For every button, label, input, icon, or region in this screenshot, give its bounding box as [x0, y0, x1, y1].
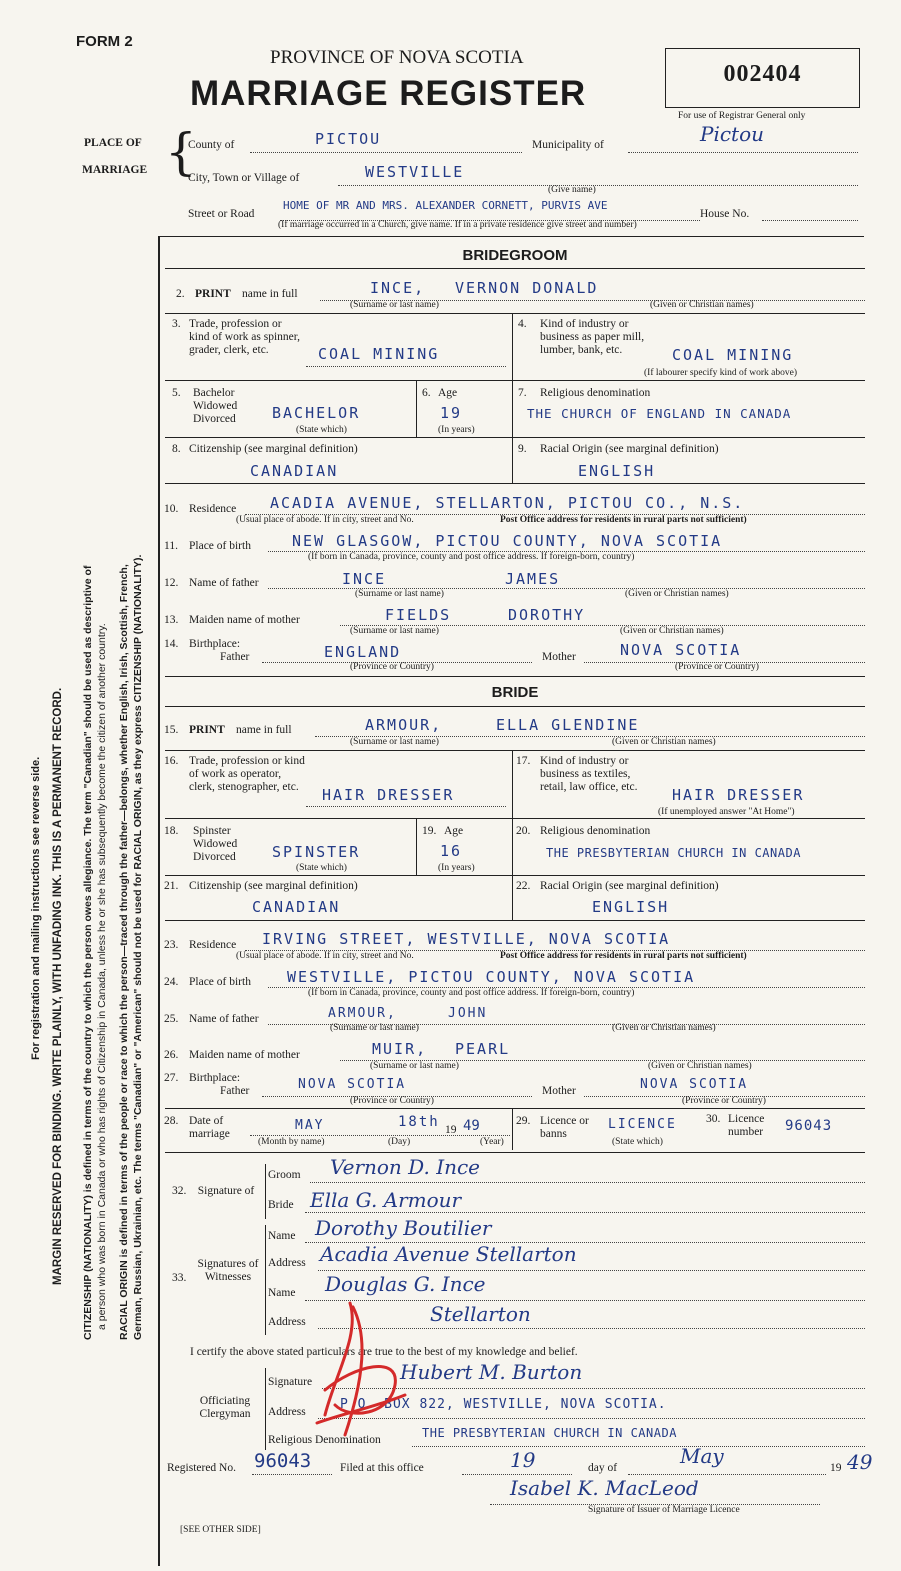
groom-religion-label: Religious denomination: [540, 387, 651, 399]
bride-bp-mother-note: (Province or Country): [682, 1096, 766, 1106]
groom-mother-label: Maiden name of mother: [189, 614, 300, 626]
form-label: FORM 2: [76, 33, 133, 50]
street-note: (If marriage occurred in a Church, give name. If in a private residence give street and number): [278, 220, 637, 230]
bride-n20: 20.: [516, 825, 531, 837]
red-registrar-mark: [305, 1295, 415, 1445]
bride-industry-note: (If unemployed answer "At Home"): [658, 807, 795, 817]
bride-age-label: Age: [444, 825, 464, 837]
groom-bp-father-note: (Province or Country): [350, 662, 434, 672]
bride-name-label: name in full: [236, 724, 292, 736]
margin-text-2: For registration and mailing instructions see reverse side.: [30, 756, 42, 1060]
bride-mother-label: Maiden name of mother: [189, 1049, 300, 1061]
w1-address: Acadia Avenue Stellarton: [320, 1242, 577, 1266]
marriage-licence-number-label: Licence number: [728, 1113, 765, 1138]
see-other-side: [SEE OTHER SIDE]: [180, 1525, 261, 1535]
groom-name-label: name in full: [242, 288, 298, 300]
groom-mother-given: DOROTHY: [508, 606, 586, 624]
bride-mother-given: PEARL: [455, 1040, 511, 1058]
groom-section-heading: BRIDEGROOM: [462, 247, 568, 264]
w2-name-signature: Douglas G. Ince: [325, 1272, 486, 1296]
margin-text-1: MARGIN RESERVED FOR BINDING. WRITE PLAINLY, WITH UNFADING INK. THIS IS A PERMANENT RECORD.: [52, 687, 64, 1285]
bride-residence-note-b: Post Office address for residents in rural parts not sufficient): [500, 951, 747, 961]
marriage-day-note: (Day): [388, 1137, 411, 1147]
street-value: HOME OF MR AND MRS. ALEXANDER CORNETT, PURVIS AVE: [283, 199, 608, 212]
issuer-label: Signature of Issuer of Marriage Licence: [588, 1505, 740, 1515]
marriage-month-note: (Month by name): [258, 1137, 325, 1147]
bride-citizenship-label: Citizenship (see marginal definition): [189, 880, 358, 892]
groom-father-surname: INCE: [342, 570, 387, 588]
bride-n23: 23.: [164, 939, 179, 951]
house-label: House No.: [700, 208, 750, 220]
bride-racial-label: Racial Origin (see marginal definition): [540, 880, 719, 892]
w1-name-signature: Dorothy Boutilier: [315, 1216, 492, 1240]
page-title: MARRIAGE REGISTER: [190, 74, 587, 113]
groom-status-value: BACHELOR: [272, 404, 361, 422]
witness-label: Signatures of Witnesses: [197, 1258, 259, 1283]
registered-label: Registered No.: [167, 1462, 236, 1474]
bride-surname-note: (Surname or last name): [350, 737, 439, 747]
marriage-n28: 28.: [164, 1115, 179, 1127]
certify-statement: I certify the above stated particulars are true to the best of my knowledge and belief.: [190, 1346, 578, 1358]
groom-birth-note: (If born in Canada, province, county and post office address. If foreign-born, country): [308, 552, 635, 562]
bride-father-given: JOHN: [448, 1006, 488, 1021]
groom-n12: 12.: [164, 577, 179, 589]
place-label-2: MARRIAGE: [82, 164, 148, 176]
marriage-day: 18th: [398, 1114, 440, 1130]
w1-name-label: Name: [268, 1230, 296, 1242]
bride-father-surname: ARMOUR,: [328, 1006, 397, 1021]
bride-birthplace-label: Birthplace:: [189, 1072, 241, 1084]
marriage-year: 49: [463, 1118, 480, 1134]
bride-religion-value: THE PRESBYTERIAN CHURCH IN CANADA: [546, 846, 801, 860]
bride-age-value: 16: [440, 842, 463, 860]
sig-n32: 32.: [172, 1185, 187, 1197]
bride-trade-value: HAIR DRESSER: [322, 786, 455, 804]
street-label: Street or Road: [188, 208, 255, 220]
bride-n21: 21.: [164, 880, 179, 892]
groom-religion-value: THE CHURCH OF ENGLAND IN CANADA: [527, 406, 792, 421]
groom-father-given-note: (Given or Christian names): [625, 589, 729, 599]
bride-father-given-note: (Given or Christian names): [612, 1023, 716, 1033]
marriage-licence-value: LICENCE: [608, 1117, 677, 1132]
groom-n9: 9.: [518, 443, 527, 455]
marriage-year-note: (Year): [480, 1137, 504, 1147]
margin-text-6: German, Russian, Ukrainian, etc. The terms "Canadian" or "American" should not be used for RACIAL ORIGIN, as they express CITIZENSHIP (NATIONALITY).: [132, 554, 144, 1340]
bride-citizenship-value: CANADIAN: [252, 898, 341, 916]
bride-status-value: SPINSTER: [272, 843, 361, 861]
groom-residence-label: Residence: [189, 503, 237, 515]
clergy-religious-label: Religious Denomination: [268, 1434, 381, 1446]
marriage-month: MAY: [295, 1118, 325, 1133]
groom-racial-value: ENGLISH: [578, 462, 656, 480]
bride-age-note: (In years): [438, 863, 475, 873]
city-label: City, Town or Village of: [188, 172, 300, 184]
marriage-n30: 30.: [706, 1113, 721, 1125]
margin-text-5: RACIAL ORIGIN is defined in terms of the people or race to which the person—traced through the father—belongs, whether English, Irish, Scottish, French,: [118, 564, 130, 1340]
clergy-signature-label: Signature: [268, 1376, 313, 1388]
bride-print-label: PRINT: [189, 724, 225, 736]
groom-n7: 7.: [518, 387, 527, 399]
bride-given: ELLA GLENDINE: [496, 716, 640, 734]
clergy-label: Officiating Clergyman: [199, 1395, 251, 1420]
groom-age-label: Age: [438, 387, 458, 399]
marriage-n29: 29.: [516, 1115, 531, 1127]
groom-given-note: (Given or Christian names): [650, 300, 754, 310]
w2-name-label: Name: [268, 1287, 296, 1299]
bride-n19: 19.: [422, 825, 437, 837]
bride-father-label: Name of father: [189, 1013, 259, 1025]
w2-address-label: Address: [268, 1316, 306, 1328]
bride-residence-value: IRVING STREET, WESTVILLE, NOVA SCOTIA: [262, 930, 671, 948]
w1-address-label: Address: [268, 1257, 306, 1269]
filed-year: 49: [847, 1450, 873, 1474]
bride-n18: 18.: [164, 825, 179, 837]
clergy-address: P.O. BOX 822, WESTVILLE, NOVA SCOTIA.: [340, 1397, 667, 1412]
groom-father-label: Name of father: [189, 577, 259, 589]
groom-status-label: Bachelor Widowed Divorced: [193, 387, 238, 425]
bride-bp-mother-value: NOVA SCOTIA: [640, 1077, 749, 1092]
groom-citizenship-value: CANADIAN: [250, 462, 339, 480]
bride-bp-father-label: Father: [220, 1085, 250, 1097]
groom-trade-value: COAL MINING: [318, 345, 440, 363]
groom-bp-mother-note: (Province or Country): [675, 662, 759, 672]
groom-bp-father-value: ENGLAND: [324, 643, 402, 661]
bride-trade-label: Trade, profession or kind of work as operator, clerk, stenographer, etc.: [189, 755, 305, 793]
marriage-licence-number: 96043: [785, 1118, 833, 1134]
groom-n6: 6.: [422, 387, 431, 399]
bride-n15: 15.: [164, 724, 179, 736]
marriage-date-label: Date of marriage: [189, 1115, 230, 1140]
bride-sig-label: Bride: [268, 1199, 294, 1211]
bride-n22: 22.: [516, 880, 531, 892]
groom-n14: 14.: [164, 638, 179, 650]
registrar-note: For use of Registrar General only: [678, 111, 806, 121]
bride-residence-note-a: (Usual place of abode. If in city, street and No.: [236, 951, 414, 961]
groom-n10: 10.: [164, 503, 179, 515]
bride-n25: 25.: [164, 1013, 179, 1025]
register-number: 002404: [723, 61, 802, 87]
bride-bp-father-value: NOVA SCOTIA: [298, 1077, 407, 1092]
groom-racial-label: Racial Origin (see marginal definition): [540, 443, 719, 455]
bride-birth-value: WESTVILLE, PICTOU COUNTY, NOVA SCOTIA: [287, 968, 696, 986]
margin-text-4: a person who was born in Canada or who has rights of Citizenship in Canada, unless he or she has subsequently become the citizen of another country.: [96, 623, 108, 1330]
groom-signature: Vernon D. Ince: [330, 1155, 481, 1179]
bride-mother-surname: MUIR,: [372, 1040, 428, 1058]
groom-mother-given-note: (Given or Christian names): [620, 626, 724, 636]
groom-residence-note-b: Post Office address for residents in rural parts not sufficient): [500, 515, 747, 525]
bride-signature: Ella G. Armour: [310, 1188, 462, 1212]
day-of-label: day of: [588, 1462, 618, 1474]
left-frame-line: [158, 236, 160, 1566]
groom-industry-note: (If labourer specify kind of work above): [644, 368, 797, 378]
groom-father-given: JAMES: [505, 570, 561, 588]
groom-mother-surname-note: (Surname or last name): [350, 626, 439, 636]
bride-bp-father-note: (Province or Country): [350, 1096, 434, 1106]
groom-surname-note: (Surname or last name): [350, 300, 439, 310]
w2-address: Stellarton: [430, 1302, 531, 1326]
filed-label: Filed at this office: [340, 1462, 424, 1474]
bride-religion-label: Religious denomination: [540, 825, 651, 837]
bride-n27: 27.: [164, 1072, 179, 1084]
place-brace: {: [165, 123, 197, 181]
groom-sig-label: Groom: [268, 1169, 301, 1181]
groom-given: VERNON DONALD: [455, 279, 599, 297]
groom-father-surname-note: (Surname or last name): [355, 589, 444, 599]
marriage-year-prefix: 19: [445, 1124, 457, 1136]
registered-number: 96043: [254, 1450, 312, 1472]
groom-state-which: (State which): [296, 425, 347, 435]
marriage-state-which: (State which): [612, 1137, 663, 1147]
groom-birth-value: NEW GLASGOW, PICTOU COUNTY, NOVA SCOTIA: [292, 532, 723, 550]
bride-father-surname-note: (Surname or last name): [330, 1023, 419, 1033]
bride-industry-label: Kind of industry or business as textiles, retail, law office, etc.: [540, 755, 638, 793]
bride-section-heading: BRIDE: [491, 684, 539, 701]
bride-n16: 16.: [164, 755, 179, 767]
groom-n8: 8.: [172, 443, 181, 455]
bride-mother-given-note: (Given or Christian names): [648, 1061, 752, 1071]
bride-n24: 24.: [164, 976, 179, 988]
groom-n5: 5.: [172, 387, 181, 399]
groom-birth-label: Place of birth: [189, 540, 251, 552]
county-label: County of: [188, 139, 235, 151]
clergy-denomination: THE PRESBYTERIAN CHURCH IN CANADA: [422, 1426, 677, 1440]
bride-birth-label: Place of birth: [189, 976, 251, 988]
bride-birth-note: (If born in Canada, province, county and post office address. If foreign-born, country): [308, 988, 635, 998]
groom-n2: 2.: [176, 288, 185, 300]
province-heading: PROVINCE OF NOVA SCOTIA: [270, 47, 524, 68]
bride-bp-mother-label: Mother: [542, 1085, 576, 1097]
groom-industry-value: COAL MINING: [672, 346, 794, 364]
groom-bp-father-label: Father: [220, 651, 250, 663]
groom-print-label: PRINT: [195, 288, 231, 300]
marriage-licence-label: Licence or banns: [540, 1115, 589, 1140]
bride-mother-surname-note: (Surname or last name): [370, 1061, 459, 1071]
groom-residence-note-a: (Usual place of abode. If in city, street and No.: [236, 515, 414, 525]
groom-residence-value: ACADIA AVENUE, STELLARTON, PICTOU CO., N.S.: [270, 494, 745, 512]
bride-given-note: (Given or Christian names): [612, 737, 716, 747]
bride-status-label: Spinster Widowed Divorced: [193, 825, 238, 863]
groom-age-value: 19: [440, 404, 463, 422]
bride-surname: ARMOUR,: [365, 716, 443, 734]
groom-bp-mother-label: Mother: [542, 651, 576, 663]
filed-year-prefix: 19: [830, 1462, 842, 1474]
groom-trade-label: Trade, profession or kind of work as spinner, grader, clerk, etc.: [189, 318, 301, 356]
give-name-note: (Give name): [548, 185, 596, 195]
filed-month: May: [680, 1444, 724, 1468]
groom-citizenship-label: Citizenship (see marginal definition): [189, 443, 358, 455]
city-value: WESTVILLE: [365, 163, 465, 181]
filed-day: 19: [510, 1448, 536, 1472]
sig-n33: 33.: [172, 1272, 187, 1284]
groom-mother-surname: FIELDS: [385, 606, 452, 624]
municipality-label: Municipality of: [532, 139, 604, 151]
issuer-signature: Isabel K. MacLeod: [510, 1476, 699, 1500]
bride-state-which: (State which): [296, 863, 347, 873]
groom-n3: 3.: [172, 318, 181, 330]
municipality-value: Pictou: [700, 122, 765, 146]
groom-n11: 11.: [164, 540, 178, 552]
register-number-box: [665, 48, 860, 108]
groom-industry-label: Kind of industry or business as paper mill, lumber, bank, etc.: [540, 318, 645, 356]
bride-racial-value: ENGLISH: [592, 898, 670, 916]
county-value: PICTOU: [315, 130, 382, 148]
bride-residence-label: Residence: [189, 939, 237, 951]
groom-n13: 13.: [164, 614, 179, 626]
groom-birthplace-label: Birthplace:: [189, 638, 241, 650]
groom-bp-mother-value: NOVA SCOTIA: [620, 641, 742, 659]
place-label-1: PLACE OF: [84, 137, 142, 149]
groom-n4: 4.: [518, 318, 527, 330]
bride-n26: 26.: [164, 1049, 179, 1061]
clergy-address-label: Address: [268, 1406, 306, 1418]
groom-age-note: (In years): [438, 425, 475, 435]
bride-n17: 17.: [516, 755, 531, 767]
margin-text-3: CITIZENSHIP (NATIONALITY) is defined in terms of the country to which the person owes allegiance. The term "Canadian" should be used as descriptive of: [82, 565, 94, 1340]
clergy-signature: Hubert M. Burton: [400, 1360, 583, 1384]
bride-industry-value: HAIR DRESSER: [672, 786, 805, 804]
groom-surname: INCE,: [370, 279, 426, 297]
sig-of-label: Signature of: [197, 1185, 255, 1197]
